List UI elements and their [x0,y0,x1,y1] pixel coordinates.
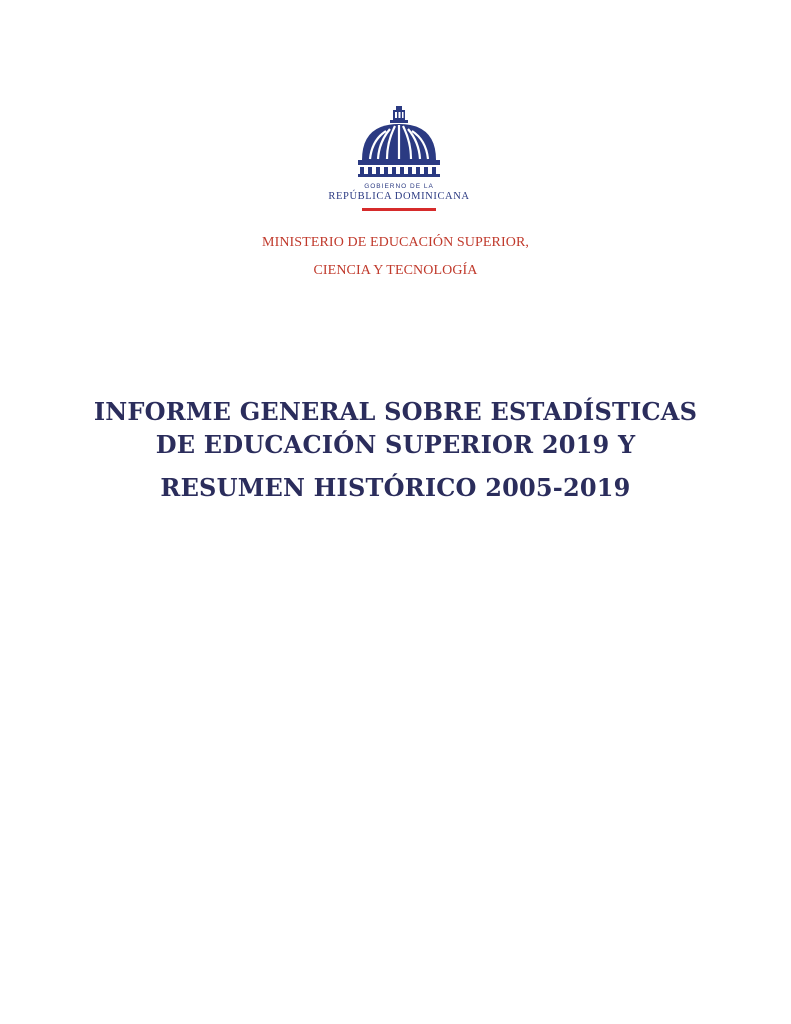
government-logo [316,104,482,216]
logo-underline [362,208,436,211]
ministry-name-line1: MINISTERIO DE EDUCACIÓN SUPERIOR, [262,235,529,250]
report-title-line1: INFORME GENERAL SOBRE ESTADÍSTICAS [93,397,698,426]
report-title-line2: DE EDUCACIÓN SUPERIOR 2019 Y [155,430,636,459]
ministry-name-line2: CIENCIA Y TECNOLOGÍA [313,263,478,278]
logo-caption-small: GOBIERNO DE LA [364,183,434,190]
dome-icon [316,104,482,216]
report-title-line3: RESUMEN HISTÓRICO 2005-2019 [160,473,631,502]
logo-caption-large: REPÚBLICA DOMINICANA [328,191,470,202]
